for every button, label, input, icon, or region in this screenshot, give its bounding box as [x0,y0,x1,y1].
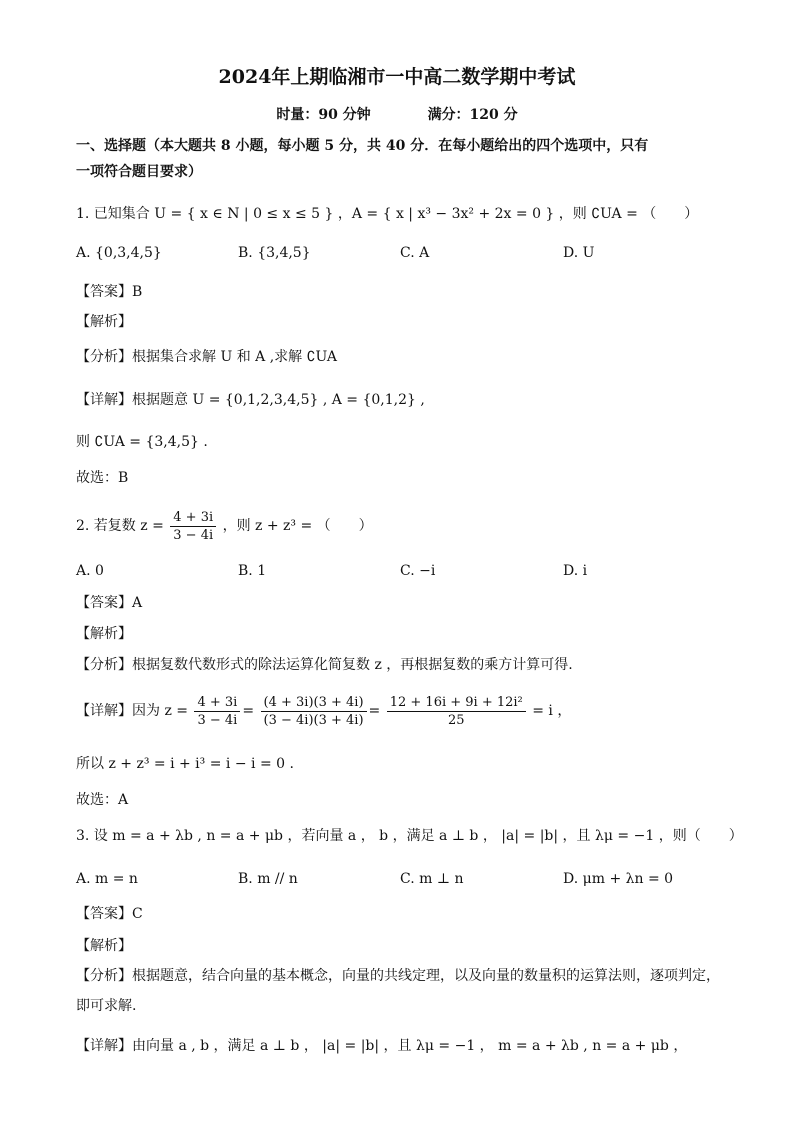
q3-detail: 【详解】由向量 a , b ，满足 a ⊥ b ， |a| = |b| ，且 λμ = −1 ， m = a + λb , n = a + μb ， [76,1038,688,1054]
q1-choose: 故选：B [76,470,129,486]
q2-frac2-numerator: (4 + 3i)(3 + 4i) [261,694,367,712]
q1-option-c: C. A [400,245,430,261]
q2-detail-prefix: 【详解】因为 z = [76,703,189,719]
q1-analysis: 【分析】根据集合求解 U 和 A ,求解 ∁UA [76,349,337,365]
q2-option-a: A. 0 [76,563,104,579]
q1-then: 则 ∁UA = {3,4,5} . [76,434,208,450]
q2-detail: 【详解】因为 z = $\frac{4 + 3i}{3 - 4i}$ = $\frac{(4 + 3i)(3 + 4i)}{(3 - 4i)(3 + 4i)}$ = $\frac{\text{12 + 16i + 9i + 12i²}}{25}$ = i ， [76,694,572,728]
q2-option-c: C. −i [400,563,436,579]
q2-stem-prefix: 2. 若复数 z = [76,518,164,534]
q2-detail-fraction-3 [387,694,526,729]
section-heading-1: 一、选择题（本大题共 8 小题，每小题 5 分，共 40 分．在每小题给出的四个选项中，只有 [76,138,649,154]
q3-analysis-1: 【分析】根据题意，结合向量的基本概念，向量的共线定理，以及向量的数量积的运算法则，逐项判定， [76,968,720,984]
q2-stem-denominator: 3 − 4i [173,527,214,543]
q1-option-b: B. {3,4,5} [238,245,311,261]
q2-choose: 故选：A [76,792,129,808]
question-2-stem [76,508,373,544]
time-limit: 时量：90 分钟 [276,107,371,123]
q1-option-d: D. U [563,245,595,261]
q3-option-d: D. μm + λn = 0 [563,871,674,887]
q3-option-b: B. m // n [238,871,298,887]
q1-option-a: A. {0,3,4,5} [76,245,162,261]
q3-jiexi: 【解析】 [76,938,132,954]
q2-option-d: D. i [563,563,588,579]
q2-stem-suffix: ，则 z + z³ = （ ） [222,518,373,534]
q2-answer: 【答案】A [76,595,143,611]
q3-option-c: C. m ⊥ n [400,871,464,887]
question-3-stem: 3. 设 m = a + λb , n = a + μb ，若向量 a ， b ，满足 a ⊥ b ， |a| = |b| ，且 λμ = −1 ，则（ ） [76,828,743,844]
q2-frac1-numerator: 4 + 3i [194,694,240,712]
exam-meta [0,104,794,124]
q2-so: 所以 z + z³ = i + i³ = i − i = 0 . [76,756,294,772]
q2-jiexi: 【解析】 [76,626,132,642]
q2-frac1-denominator: 3 − 4i [197,712,238,728]
q3-option-a: A. m = n [76,871,138,887]
q2-detail-fraction-2 [261,694,367,729]
q2-analysis: 【分析】根据复数代数形式的除法运算化简复数 z ，再根据复数的乘方计算可得. [76,657,573,673]
q2-frac3-denominator: 25 [447,712,465,728]
q2-detail-fraction-1 [194,694,240,729]
q2-stem-numerator: 4 + 3i [170,509,216,527]
q1-detail: 【详解】根据题意 U = {0,1,2,3,4,5} , A = {0,1,2} , [76,392,425,408]
q2-frac3-numerator: 12 + 16i + 9i + 12i² [387,694,526,712]
q1-answer: 【答案】B [76,284,143,300]
q3-analysis-2: 即可求解. [76,998,137,1014]
section-heading-2: 一项符合题目要求） [76,164,202,180]
q2-option-b: B. 1 [238,563,267,579]
q3-answer: 【答案】C [76,906,143,922]
q2-frac2-denominator: (3 − 4i)(3 + 4i) [263,712,364,728]
q2-stem-fraction [170,509,216,544]
exam-title: 2024年上期临湘市一中高二数学期中考试 [218,66,576,88]
full-score: 满分：120 分 [427,107,518,123]
q2-detail-suffix: = i ， [532,703,572,719]
question-1-stem: 1. 已知集合 U = { x ∈ N | 0 ≤ x ≤ 5 } ，A = { x | x³ − 3x² + 2x = 0 } ，则 ∁UA = （ ） [76,206,699,222]
q1-jiexi: 【解析】 [76,314,132,330]
